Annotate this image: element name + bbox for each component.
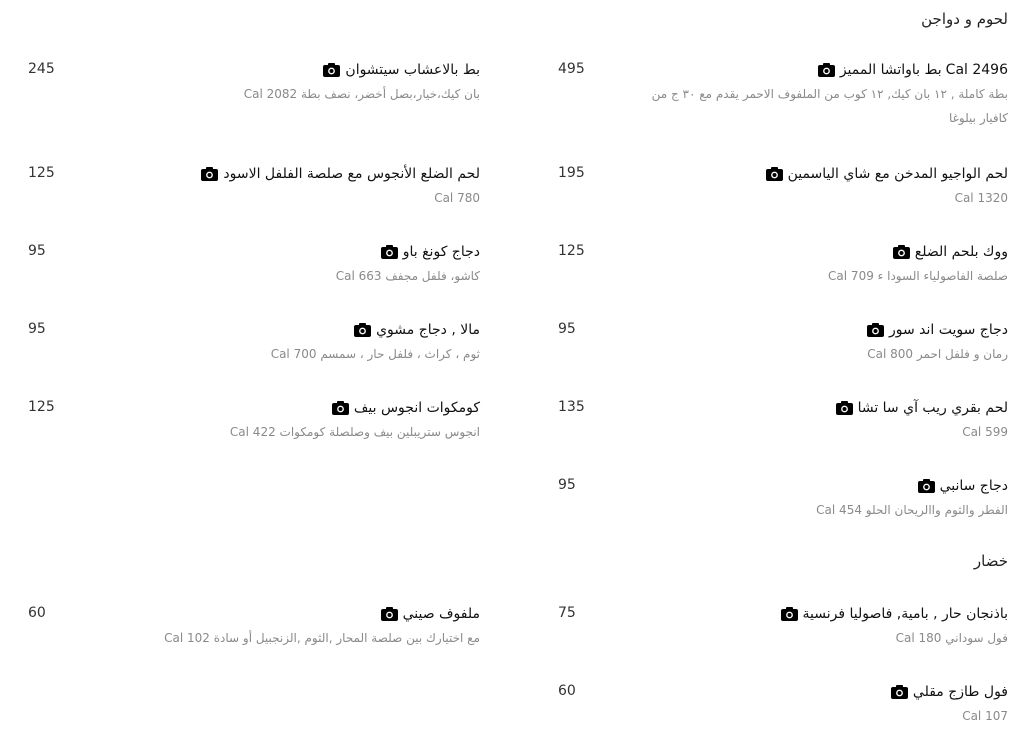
item-name: دجاج سانبي xyxy=(939,478,1008,494)
item-name: لحم الضلع الأنجوس مع صلصة الفلفل الاسود xyxy=(223,166,480,182)
item-name: دجاج كونغ باو xyxy=(402,244,480,260)
item-price: 60 xyxy=(558,683,576,699)
camera-icon[interactable] xyxy=(891,685,908,699)
item-description: انجوس ستريبلين بيف وصلصلة كومكوات Cal 422 xyxy=(229,425,480,439)
item-price: 60 xyxy=(28,605,46,621)
menu-item[interactable] xyxy=(100,604,480,650)
item-description: Cal 1320 xyxy=(954,191,1008,205)
item-price: 125 xyxy=(28,165,55,181)
camera-icon[interactable] xyxy=(818,63,835,77)
item-price: 135 xyxy=(558,399,585,415)
item-name: دجاج سويت اند سور xyxy=(888,322,1008,338)
camera-icon[interactable] xyxy=(201,167,218,181)
camera-icon[interactable] xyxy=(332,401,349,415)
camera-icon[interactable] xyxy=(893,245,910,259)
camera-icon[interactable] xyxy=(918,479,935,493)
item-name: لحم الواجيو المدخن مع شاي الياسمين xyxy=(787,166,1008,182)
item-name: فول طازج مقلي xyxy=(912,684,1008,700)
camera-icon[interactable] xyxy=(354,323,371,337)
item-description: Cal 107 xyxy=(962,709,1008,723)
menu-item[interactable] xyxy=(628,682,1008,728)
camera-icon[interactable] xyxy=(867,323,884,337)
item-description: Cal 780 xyxy=(434,191,480,205)
camera-icon[interactable] xyxy=(381,245,398,259)
item-name: باذنجان حار , بامية, فاصوليا فرنسية xyxy=(802,606,1008,622)
section-title-veg: خضار xyxy=(973,552,1008,570)
menu-item[interactable] xyxy=(100,398,480,444)
item-name: ووك بلحم الضلع xyxy=(914,244,1008,260)
item-name: بط بالاعشاب سيتشوان xyxy=(345,62,480,78)
item-price: 125 xyxy=(558,243,585,259)
menu-item[interactable] xyxy=(628,164,1008,210)
item-description: بطة كاملة , ١٢ بان كيك, ١٢ كوب من الملفوف الاحمر يقدم مع ٣٠ ج من كافيار بيلوغا xyxy=(651,87,1008,125)
item-description: ثوم ، كراث ، فلفل حار ، سمسم Cal 700 xyxy=(270,347,480,361)
menu-item[interactable] xyxy=(628,320,1008,366)
item-name: كومكوات انجوس بيف xyxy=(353,400,480,416)
menu-item[interactable] xyxy=(628,60,1008,130)
item-description: كاشو، فلفل مجفف Cal 663 xyxy=(335,269,480,283)
camera-icon[interactable] xyxy=(781,607,798,621)
item-description: بان كيك،خيار،بصل أخضر، نصف بطة Cal 2082 xyxy=(243,87,480,101)
camera-icon[interactable] xyxy=(766,167,783,181)
item-price: 95 xyxy=(558,321,576,337)
camera-icon[interactable] xyxy=(836,401,853,415)
item-price: 245 xyxy=(28,61,55,77)
camera-icon[interactable] xyxy=(323,63,340,77)
item-name: بط باواتشا المميز xyxy=(839,62,942,78)
item-name: ملفوف صيني xyxy=(402,606,480,622)
item-name: لحم بقري ريب آي سا تشا xyxy=(857,400,1008,416)
section-title-meat: لحوم و دواجن xyxy=(921,10,1008,28)
item-price: 75 xyxy=(558,605,576,621)
item-description: الفطر والثوم واالريحان الحلو Cal 454 xyxy=(816,503,1008,517)
menu-item[interactable] xyxy=(100,60,480,106)
menu-item[interactable] xyxy=(100,320,480,366)
item-description: رمان و فلفل احمر Cal 800 xyxy=(867,347,1008,361)
menu-item[interactable] xyxy=(628,398,1008,444)
item-price: 95 xyxy=(28,243,46,259)
item-description: Cal 599 xyxy=(962,425,1008,439)
item-price: 95 xyxy=(558,477,576,493)
menu-item[interactable] xyxy=(628,476,1008,522)
item-description: فول سوداني Cal 180 xyxy=(895,631,1008,645)
menu-item[interactable] xyxy=(628,604,1008,650)
item-cal: Cal 2496 xyxy=(945,62,1008,78)
camera-icon[interactable] xyxy=(381,607,398,621)
item-price: 95 xyxy=(28,321,46,337)
menu-item[interactable] xyxy=(100,164,480,210)
item-description: مع اختيارك بين صلصة المحار ,الثوم ,الزنجبيل أو سادة Cal 102 xyxy=(164,631,480,645)
item-description: صلصة الفاصولياء السودا ء Cal 709 xyxy=(828,269,1008,283)
menu-item[interactable] xyxy=(628,242,1008,288)
item-price: 495 xyxy=(558,61,585,77)
item-name: مالا , دجاج مشوي xyxy=(376,322,480,338)
item-price: 195 xyxy=(558,165,585,181)
item-price: 125 xyxy=(28,399,55,415)
menu-item[interactable] xyxy=(100,242,480,288)
